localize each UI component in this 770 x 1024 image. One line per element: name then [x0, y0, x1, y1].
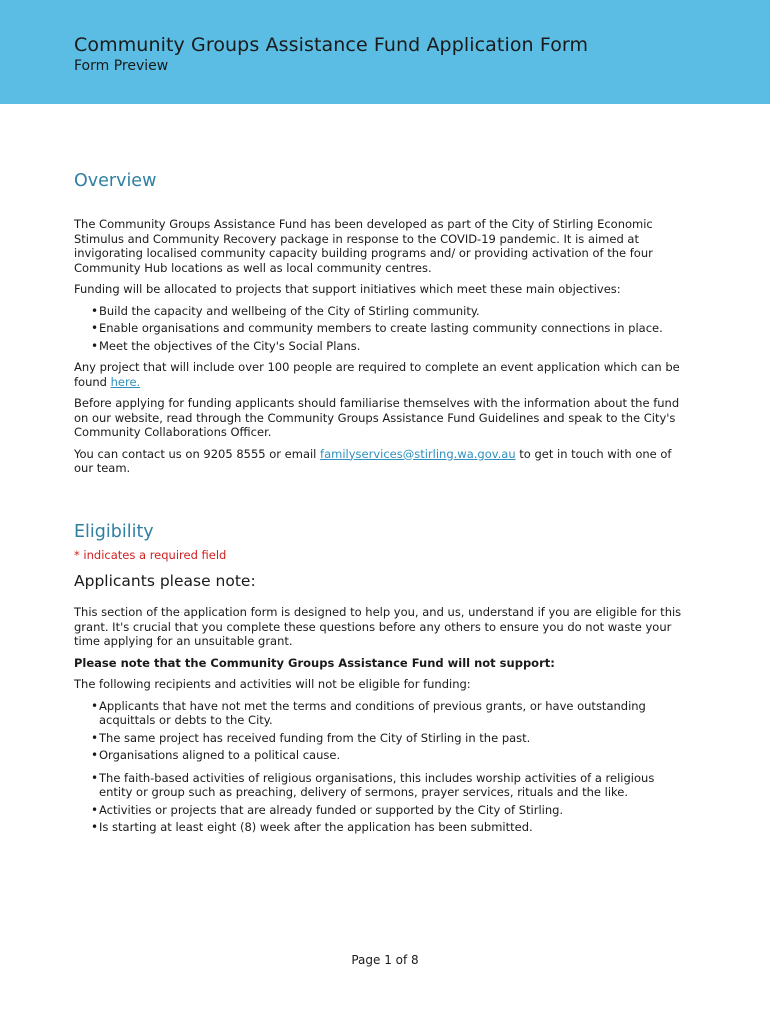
form-title: Community Groups Assistance Fund Application Form [74, 34, 589, 56]
objectives-list [74, 304, 682, 354]
list-item: • Is starting at least eight (8) week after the application has been submitted. [74, 820, 682, 835]
list-item: • The faith-based activities of religious organisations, this includes worship activities of a religious entity or group such as preaching, delivery of sermons, prayer services, rituals and the like. [74, 771, 682, 800]
page-header [0, 0, 770, 104]
ineligible-list [74, 699, 682, 835]
overview-intro: The Community Groups Assistance Fund has been developed as part of the City of Stirling Economic Stimulus and Community Recovery package in response to the COVID-19 pandemic. It is aimed at invigorating localised community capacity building programs and/ or providing activation of the four Community Hub locations as well as local community centres. [74, 217, 653, 275]
list-item: • The same project has received funding from the City of Stirling in the past. [74, 731, 682, 746]
not-support-heading: Please note that the Community Groups Assistance Fund will not support: [74, 655, 555, 670]
email-link[interactable]: familyservices@stirling.wa.gov.au [320, 446, 516, 461]
list-item: • Activities or projects that are already funded or supported by the City of Stirling. [74, 803, 682, 818]
page-number: Page 1 of 8 [351, 953, 419, 967]
overview-heading: Overview [74, 171, 157, 191]
before-applying-text: Before applying for funding applicants should familiarise themselves with the information about the fund on our website, read through the Community Groups Assistance Fund Guidelines and speak to the City's Community Collaborations Officer. [74, 396, 680, 439]
ineligible-intro: The following recipients and activities will not be eligible for funding: [74, 677, 471, 691]
event-application-text: Any project that will include over 100 people are required to complete an event application which can be found here. [74, 360, 680, 389]
list-item: • Build the capacity and wellbeing of the City of Stirling community. [74, 304, 682, 319]
eligibility-note-text: This section of the application form is designed to help you, and us, understand if you are eligible for this grant. It's crucial that you complete these questions before any others to ensure you do not waste your time applying for an unsuitable grant. [74, 605, 682, 648]
list-item: • Organisations aligned to a political cause. [74, 748, 682, 763]
eligibility-heading: Eligibility [74, 521, 154, 542]
list-item: • Applicants that have not met the terms and conditions of previous grants, or have outstanding acquittals or debts to the City. [74, 699, 682, 728]
funding-text: Funding will be allocated to projects that support initiatives which meet these main objectives: [74, 282, 621, 296]
applicants-note-heading: Applicants please note: [74, 572, 256, 590]
contact-text: You can contact us on 9205 8555 or email familyservices@stirling.wa.gov.au to get in touch with one of our team. [74, 446, 672, 475]
list-item: • Meet the objectives of the City's Social Plans. [74, 339, 682, 354]
list-item: • Enable organisations and community members to create lasting community connections in place. [74, 321, 682, 336]
event-application-link[interactable]: here. [110, 374, 141, 389]
form-content [74, 170, 682, 842]
required-field-note: * indicates a required field [74, 547, 227, 562]
form-subtitle: Form Preview [74, 58, 169, 74]
